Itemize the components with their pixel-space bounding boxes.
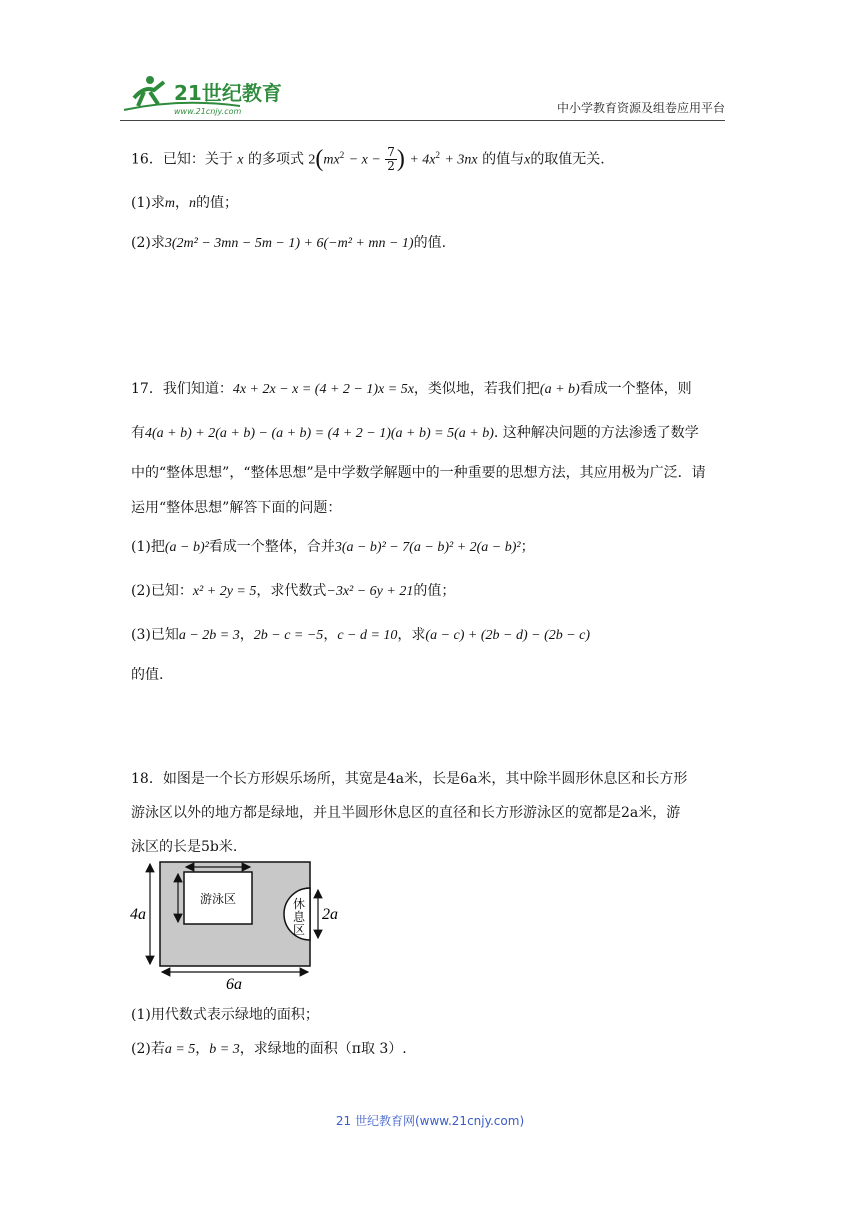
q17-line3: 中的“整体思想”，“整体思想”是中学数学解题中的一种重要的思想方法，其应用极为广泛．请	[131, 465, 706, 481]
q16-part1: (1)求m，n的值；	[131, 195, 238, 211]
page-footer: 21 世纪教育网(www.21cnjy.com)	[335, 1114, 525, 1128]
header-right-text: 中小学教育资源及组卷应用平台	[556, 101, 725, 115]
logo-url: www.21cnjy.com	[174, 107, 242, 116]
q18-part1: (1)用代数式表示绿地的面积；	[131, 1007, 319, 1023]
q18-line1: 18．如图是一个长方形娱乐场所，其宽是4a米，长是6a米，其中除半圆形休息区和长方形	[131, 771, 688, 787]
q17-part1: (1)把(a − b)²看成一个整体，合并3(a − b)² − 7(a − b)² + 2(a − b)²；	[131, 539, 535, 555]
q16-stem: 16．已知：关于 x 的多项式 $2(mx^2 - x$ − $\frac{7}{2}$ ) + $4x^2 + 3nx$ 的值与x的取值无关.	[131, 145, 605, 173]
q18-figure	[128, 856, 348, 992]
logo-21cnjy	[120, 68, 320, 118]
rest-label-3: 区	[292, 923, 306, 937]
q17-part3: (3)已知a − 2b = 3，2b − c = −5，c − d = 10，求(a − c) + (2b − d) − (2b − c)	[131, 627, 591, 643]
page-header	[120, 68, 725, 121]
q18-part2: (2)若a = 5，b = 3，求绿地的面积（π取 3）.	[131, 1041, 407, 1057]
q16-part2: (2)求3(2m² − 3mn − 5m − 1) + 6(−m² + mn − 1)的值.	[131, 235, 447, 251]
q17-part2: (2)已知：x² + 2y = 5，求代数式−3x² − 6y + 21的值；	[131, 583, 456, 599]
q17-line4: 运用“整体思想”解答下面的问题：	[131, 500, 342, 516]
q16-fraction: $\frac{7}{2}$	[387, 145, 395, 173]
logo-text: 21世纪教育	[174, 81, 282, 105]
q18-line3: 泳区的长是5b米.	[131, 839, 238, 855]
pool-label: 游泳区	[199, 892, 237, 906]
q17-line2: 有4(a + b) + 2(a + b) − (a + b) = (4 + 2 − 1)(a + b) = 5(a + b). 这种解决问题的方法渗透了数学	[131, 425, 699, 441]
rest-label-1: 休	[292, 897, 306, 911]
length-label: 6a	[226, 976, 242, 992]
q17-part3-end: 的值.	[131, 667, 164, 683]
diam-label: 2a	[322, 906, 338, 923]
rest-label-2: 息	[292, 910, 306, 924]
width-label: 4a	[130, 906, 146, 923]
q18-line2: 游泳区以外的地方都是绿地，并且半圆形休息区的直径和长方形游泳区的宽都是2a米，游	[131, 805, 681, 821]
q17-line1: 17．我们知道：4x + 2x − x = (4 + 2 − 1)x = 5x，类似地，若我们把(a + b)看成一个整体，则	[131, 381, 692, 397]
